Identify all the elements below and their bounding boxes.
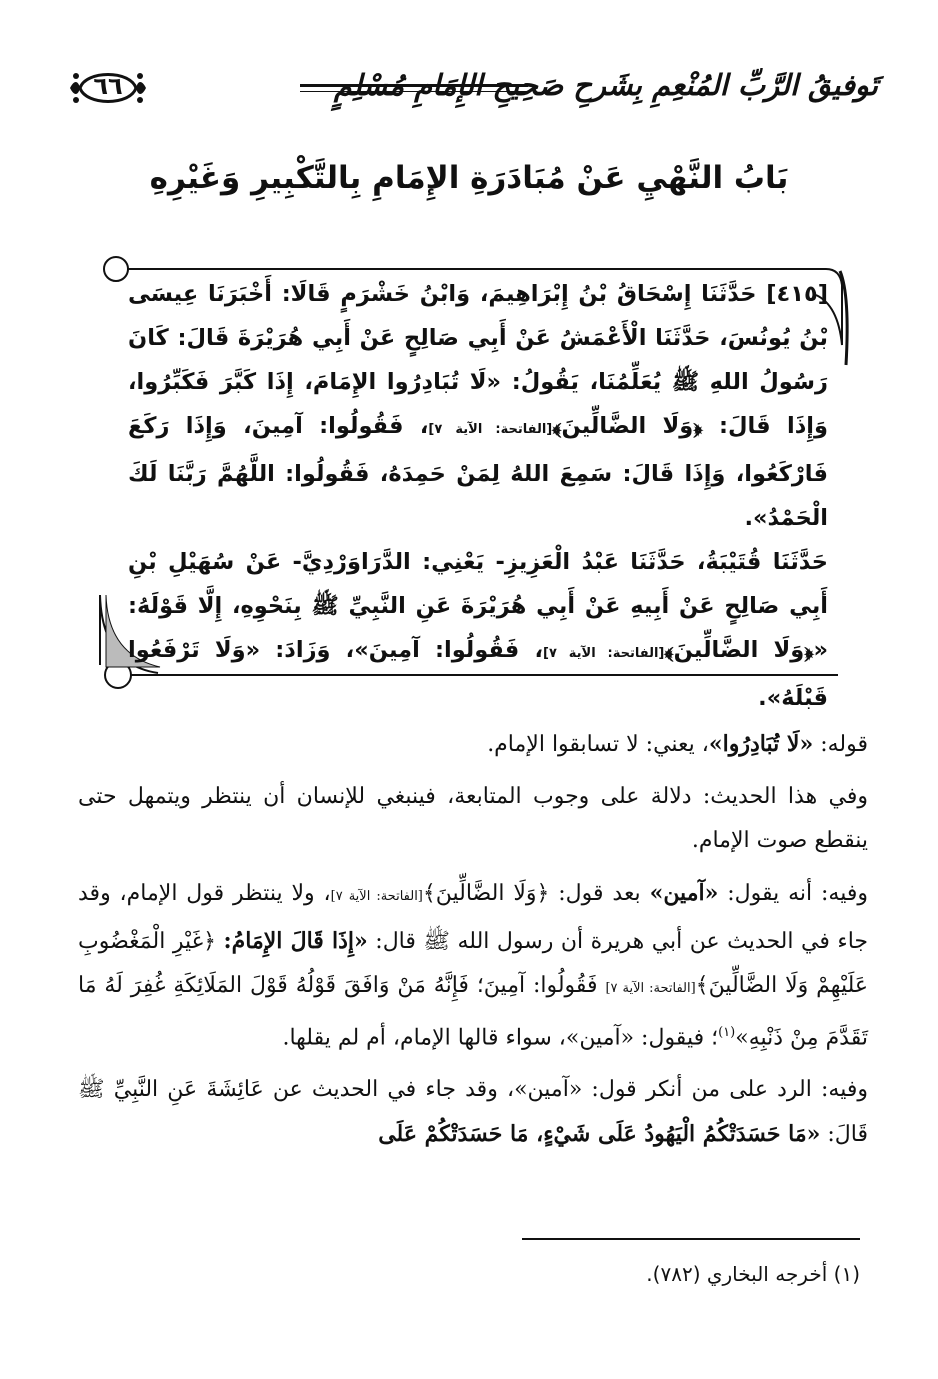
footnote-divider: [522, 1238, 860, 1240]
verse-reference: [الفاتحة: الآية ٧]: [543, 646, 665, 661]
text-segment: ، ولا ينتظر قول الإمام، وقد جاء في الحديث عن أبي هريرة أن رسول الله ﷺ قال:: [78, 881, 869, 954]
text-segment: قوله:: [813, 732, 868, 757]
commentary-paragraph: [78, 722, 868, 767]
text-segment: وفيه: أنه يقول:: [718, 881, 868, 906]
commentary-paragraph: [78, 871, 868, 1060]
commentary: [78, 722, 868, 1165]
text-segment: ؛ فيقول: «آمين»، سواء قالها الإمام، أم لم يقلها.: [282, 1025, 719, 1051]
commentary-paragraph: [78, 1068, 868, 1157]
page-number-ornament: [66, 62, 150, 114]
book-title: تَوفيقُ الرَّبِّ المُنْعِمِ بِشَرحِ صَحِيحِ الإِمَامِ مُسْلِمٍ: [333, 68, 878, 102]
text-segment: بعد قول: ﴿وَلَا الضَّالِّينَ﴾: [422, 881, 650, 906]
bold-quote: «مَا حَسَدَتْكُمُ الْيَهُودُ عَلَى شَيْءٍ، مَا حَسَدَتْكُمْ عَلَى: [378, 1121, 821, 1148]
footnote-marker[interactable]: (١): [718, 1025, 736, 1040]
verse-reference: [الفاتحة: الآية ٧]: [330, 889, 423, 904]
hadith-text-segment: ، فَقُولُوا: آمِينَ»، وَزَادَ: «وَلَا تَرْفَعُوا قَبْلَهُ».: [128, 637, 828, 711]
header-rule: [300, 84, 528, 87]
header-rule-thin: [300, 91, 528, 92]
verse-reference: [الفاتحة: الآية ٧]: [605, 981, 696, 996]
bold-quote: «لَا تُبَادِرُوا»: [708, 731, 814, 757]
footnote: (١) أخرجه البخاري (٧٨٢).: [646, 1262, 860, 1286]
hadith-paragraph: [128, 272, 828, 540]
hadith-paragraph: [128, 540, 828, 720]
chapter-title: بَابُ النَّهْيِ عَنْ مُبَادَرَةِ الإِمَامِ بِالتَّكْبِيرِ وَغَيْرِهِ: [149, 160, 789, 196]
page-number: ٦٦: [93, 72, 123, 100]
hadith-text-segment: ، فَقُولُوا: آمِينَ، وَإِذَا رَكَعَ فَارْكَعُوا، وَإِذَا قَالَ: سَمِعَ اللهُ لِمَنْ حَمِدَهُ، فَقُولُوا: اللَّهُمَّ رَبَّنَا لَكَ الْحَمْدُ».: [128, 413, 828, 531]
text-segment: ﴿غَيْرِ الْمَغْضُوبِ عَلَيْهِمْ وَلَا الضَّالِّينَ﴾: [78, 929, 868, 998]
hadith-text-segment: حَدَّثَنَا قُتَيْبَةُ، حَدَّثَنَا عَبْدُ الْعَزِيزِ- يَعْنِي: الدَّرَاوَرْدِيَّ- عَنْ سُهَيْلِ بْنِ أَبِي صَالِحٍ عَنْ أَبِيهِ عَنْ أَبِي هُرَيْرَةَ عَنِ النَّبِيِّ ﷺ بِنَحْوِهِ، إِلَّا قَوْلَهُ: «﴿وَلَا الضَّالِّينَ﴾: [128, 549, 828, 663]
text-segment: ، يعني: لا تسابقوا الإمام.: [487, 732, 709, 757]
text-segment: فَقُولُوا: آمِينَ؛ فَإِنَّهُ مَنْ وَافَقَ قَوْلُهُ قَوْلَ المَلَائِكَةِ غُفِرَ لَهُ مَا تَقَدَّمَ مِنْ ذَنْبِهِ»: [78, 973, 868, 1051]
text-segment: وفيه: الرد على من أنكر قول: «آمين»، وقد جاء في الحديث عن عَائِشَةَ عَنِ النَّبِيِّ ﷺ قَالَ:: [78, 1077, 868, 1148]
page-header: [60, 62, 878, 122]
commentary-paragraph: وفي هذا الحديث: دلالة على وجوب المتابعة، فينبغي للإنسان أن ينتظر ويتمهل حتى ينقطع صوت الإمام.: [78, 784, 868, 853]
verse-reference: [الفاتحة: الآية ٧]: [428, 422, 553, 437]
bold-quote: «آمين»: [649, 880, 719, 906]
hadith-text-segment: [٤١٥] حَدَّثَنَا إِسْحَاقُ بْنُ إِبْرَاهِيمَ، وَابْنُ خَشْرَمٍ قَالَا: أَخْبَرَنَا عِيسَى بْنُ يُونُسَ، حَدَّثَنَا الْأَعْمَشُ عَنْ أَبِي صَالِحٍ عَنْ أَبِي هُرَيْرَةَ قَالَ: كَانَ رَسُولُ اللهِ ﷺ يُعَلِّمُنَا، يَقُولُ: «لَا تُبَادِرُوا الإِمَامَ، إِذَا كَبَّرَ فَكَبِّرُوا، وَإِذَا قَالَ: ﴿وَلَا الضَّالِّينَ﴾: [128, 281, 828, 439]
hadith-text: [128, 272, 828, 720]
bold-quote: «إِذَا قَالَ الإِمَامُ:: [223, 928, 368, 954]
